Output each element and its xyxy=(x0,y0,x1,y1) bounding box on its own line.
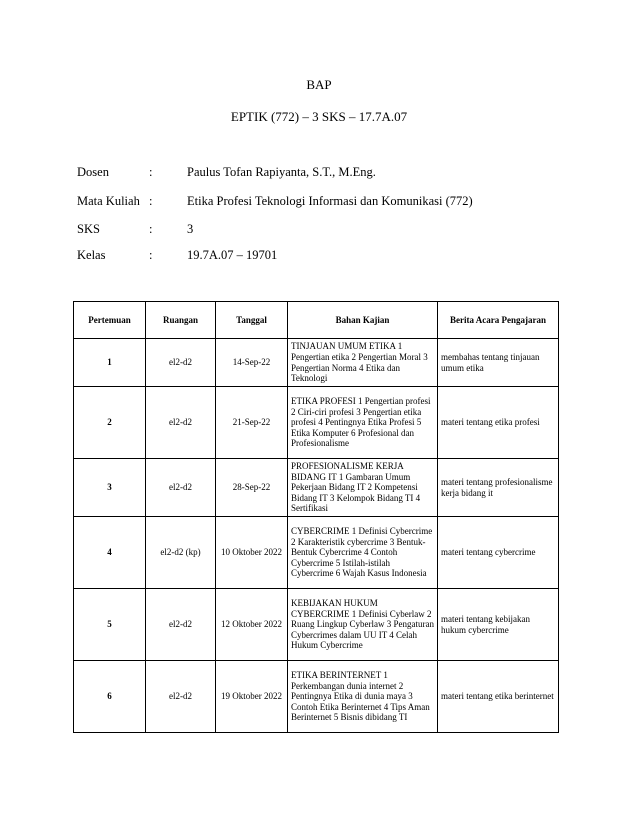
info-separator: : xyxy=(149,248,153,262)
cell-ruangan: el2-d2 xyxy=(146,459,216,517)
info-value: Paulus Tofan Rapiyanta, S.T., M.Eng. xyxy=(187,165,376,179)
cell-bahan-kajian: CYBERCRIME 1 Definisi Cybercrime 2 Karakteristik cybercrime 3 Bentuk-Bentuk Cybercrime 4 Contoh Cybercrime 5 Istilah-istilah Cybercrime 6 Wajah Kasus Indonesia xyxy=(288,517,438,589)
table-header-row xyxy=(74,302,559,339)
cell-bahan-kajian: PROFESIONALISME KERJA BIDANG IT 1 Gambaran Umum Pekerjaan Bidang IT 2 Kompetensi Bidang IT 3 Kelompok Bidang TI 4 Sertifikasi xyxy=(288,459,438,517)
cell-tanggal: 21-Sep-22 xyxy=(216,387,288,459)
cell-pertemuan: 6 xyxy=(74,661,146,733)
table-row xyxy=(74,339,559,387)
attendance-table xyxy=(73,301,559,733)
table-row xyxy=(74,517,559,589)
header-ruangan: Ruangan xyxy=(146,302,216,339)
header-bahan-kajian: Bahan Kajian xyxy=(288,302,438,339)
info-separator: : xyxy=(149,222,153,236)
info-label: Dosen xyxy=(77,165,109,179)
info-separator: : xyxy=(149,165,153,179)
cell-ruangan: el2-d2 xyxy=(146,339,216,387)
cell-berita-acara: materi tentang cybercrime xyxy=(438,517,559,589)
info-label: Mata Kuliah xyxy=(77,194,140,208)
cell-bahan-kajian: KEBIJAKAN HUKUM CYBERCRIME 1 Definisi Cyberlaw 2 Ruang Lingkup Cyberlaw 3 Pengaturan Cybercrimes dalam UU IT 4 Celah Hukum Cybercrime xyxy=(288,589,438,661)
cell-ruangan: el2-d2 xyxy=(146,589,216,661)
table-row xyxy=(74,589,559,661)
document-title: BAP xyxy=(306,77,332,92)
cell-tanggal: 12 Oktober 2022 xyxy=(216,589,288,661)
cell-bahan-kajian: TINJAUAN UMUM ETIKA 1 Pengertian etika 2 Pengertian Moral 3 Pengertian Norma 4 Etika dan Teknologi xyxy=(288,339,438,387)
cell-tanggal: 19 Oktober 2022 xyxy=(216,661,288,733)
cell-pertemuan: 3 xyxy=(74,459,146,517)
header-tanggal: Tanggal xyxy=(216,302,288,339)
info-value: 19.7A.07 – 19701 xyxy=(187,248,278,262)
info-label: Kelas xyxy=(77,248,106,262)
cell-tanggal: 10 Oktober 2022 xyxy=(216,517,288,589)
cell-berita-acara: membahas tentang tinjauan umum etika xyxy=(438,339,559,387)
info-value: 3 xyxy=(187,222,194,236)
cell-pertemuan: 1 xyxy=(74,339,146,387)
header-berita-acara: Berita Acara Pengajaran xyxy=(438,302,559,339)
course-subtitle: EPTIK (772) – 3 SKS – 17.7A.07 xyxy=(230,109,408,124)
cell-berita-acara: materi tentang etika profesi xyxy=(438,387,559,459)
cell-berita-acara: materi tentang profesionalisme kerja bidang it xyxy=(438,459,559,517)
table-row xyxy=(74,387,559,459)
cell-bahan-kajian: ETIKA BERINTERNET 1 Perkembangan dunia internet 2 Pentingnya Etika di dunia maya 3 Contoh Etika Berinternet 4 Tips Aman Berinternet 5 Bisnis dibidang TI xyxy=(288,661,438,733)
cell-tanggal: 28-Sep-22 xyxy=(216,459,288,517)
cell-tanggal: 14-Sep-22 xyxy=(216,339,288,387)
cell-ruangan: el2-d2 xyxy=(146,387,216,459)
info-separator: : xyxy=(149,194,153,208)
cell-ruangan: el2-d2 xyxy=(146,661,216,733)
info-label: SKS xyxy=(77,222,100,236)
cell-bahan-kajian: ETIKA PROFESI 1 Pengertian profesi 2 Ciri-ciri profesi 3 Pengertian etika profesi 4 Pentingnya Etika Profesi 5 Etika Komputer 6 Profesional dan Profesionalisme xyxy=(288,387,438,459)
cell-berita-acara: materi tentang etika berinternet xyxy=(438,661,559,733)
table-row xyxy=(74,459,559,517)
cell-berita-acara: materi tentang kebijakan hukum cybercrime xyxy=(438,589,559,661)
header-pertemuan: Pertemuan xyxy=(74,302,146,339)
cell-ruangan: el2-d2 (kp) xyxy=(146,517,216,589)
cell-pertemuan: 4 xyxy=(74,517,146,589)
cell-pertemuan: 2 xyxy=(74,387,146,459)
info-value: Etika Profesi Teknologi Informasi dan Komunikasi (772) xyxy=(187,194,473,208)
cell-pertemuan: 5 xyxy=(74,589,146,661)
table-row xyxy=(74,661,559,733)
